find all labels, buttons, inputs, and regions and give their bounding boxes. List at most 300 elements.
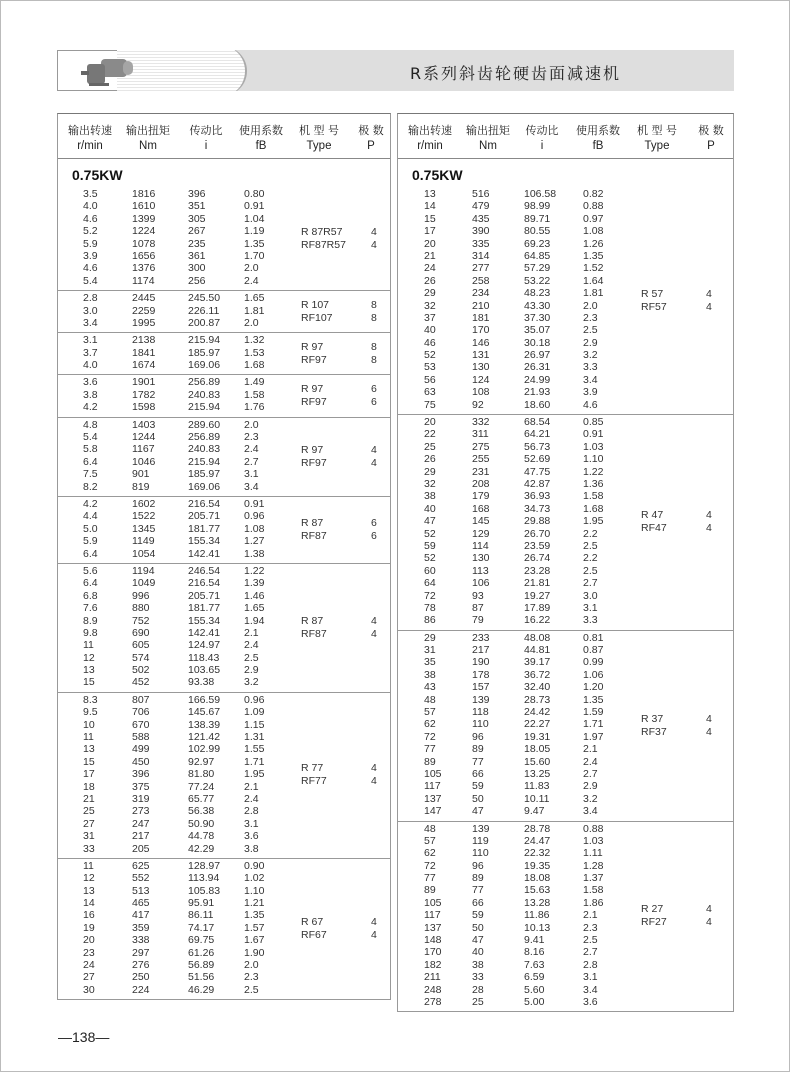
pole-count: 4: [706, 903, 712, 916]
ratio-cell: 26.70: [524, 527, 551, 540]
ratio-cell: 10.11: [524, 792, 550, 805]
torque-cell: 139: [472, 693, 490, 706]
speed-cell: 137: [424, 792, 442, 805]
table-row: [58, 213, 390, 225]
torque-cell: 574: [132, 651, 150, 664]
ratio-cell: 68.54: [524, 416, 551, 429]
ratio-cell: 15.60: [524, 755, 551, 768]
power-heading: 0.75KW: [412, 167, 463, 183]
speed-cell: 14: [83, 897, 95, 910]
model-type: RF67: [301, 929, 327, 942]
table-row: [58, 719, 390, 731]
table-row: [398, 441, 733, 453]
speed-cell: 29: [424, 465, 436, 478]
speed-cell: 38: [424, 668, 436, 681]
ratio-cell: 28.78: [524, 822, 551, 835]
speed-cell: 75: [424, 398, 436, 411]
model-type: RF97: [301, 353, 327, 366]
torque-cell: 1782: [132, 388, 156, 401]
table-row: [58, 565, 390, 577]
table-row: [398, 478, 733, 490]
torque-cell: 38: [472, 958, 484, 971]
torque-cell: 588: [132, 731, 150, 744]
service-factor-cell: 0.97: [583, 212, 604, 225]
ratio-cell: 5.60: [524, 983, 545, 996]
table-row: [58, 577, 390, 589]
ratio-cell: 86.11: [188, 909, 214, 922]
speed-cell: 2.8: [83, 292, 98, 305]
ratio-cell: 142.41: [188, 547, 221, 560]
service-factor-cell: 1.68: [244, 359, 265, 372]
torque-cell: 1403: [132, 418, 156, 431]
ratio-cell: 65.77: [188, 792, 215, 805]
service-factor-cell: 1.58: [583, 490, 604, 503]
speed-cell: 3.6: [83, 376, 98, 389]
service-factor-cell: 3.2: [583, 349, 598, 362]
type-line: [58, 628, 390, 641]
speed-cell: 64: [424, 577, 436, 590]
speed-cell: 5.2: [83, 225, 98, 238]
col-unit-torque: Nm: [139, 140, 157, 152]
ratio-cell: 185.97: [188, 468, 221, 481]
pole-count: 4: [706, 725, 712, 738]
speed-cell: 8.2: [83, 480, 98, 493]
torque-cell: 819: [132, 480, 150, 493]
service-factor-cell: 3.0: [583, 589, 598, 602]
torque-cell: 231: [472, 465, 490, 478]
table-row: [398, 946, 733, 958]
speed-cell: 13: [83, 743, 95, 756]
speed-cell: 3.5: [83, 188, 98, 200]
speed-cell: 31: [83, 830, 95, 843]
speed-cell: 52: [424, 527, 436, 540]
ratio-cell: 52.69: [524, 453, 551, 466]
table-row: [58, 843, 390, 855]
speed-cell: 5.8: [83, 443, 98, 456]
speed-cell: 89: [424, 755, 436, 768]
torque-cell: 157: [472, 681, 490, 694]
torque-cell: 452: [132, 676, 150, 689]
table-row: [58, 885, 390, 897]
ratio-cell: 215.94: [188, 455, 221, 468]
torque-cell: 752: [132, 614, 150, 627]
service-factor-cell: 3.4: [244, 480, 259, 493]
torque-cell: 1602: [132, 497, 156, 510]
speed-cell: 182: [424, 958, 442, 971]
service-factor-cell: 1.10: [244, 884, 265, 897]
ratio-cell: 15.63: [524, 884, 551, 897]
torque-cell: 118: [472, 706, 489, 719]
ratio-cell: 35.07: [524, 324, 551, 337]
table-row: [58, 805, 390, 817]
table-header: [58, 114, 390, 159]
table-row: [398, 337, 733, 349]
speed-cell: 26: [424, 453, 436, 466]
service-factor-cell: 1.46: [244, 589, 265, 602]
pole-count: 4: [371, 456, 377, 469]
col-unit-ratio: i: [204, 140, 208, 152]
col-header-torque: 输出扭矩: [126, 124, 170, 137]
table-row: [398, 847, 733, 859]
pole-count: 8: [371, 340, 377, 353]
ratio-cell: 57.29: [524, 262, 551, 275]
speed-cell: 5.0: [83, 522, 98, 535]
service-factor-cell: 0.80: [244, 188, 265, 200]
ratio-cell: 11.86: [524, 909, 550, 922]
speed-cell: 47: [424, 515, 436, 528]
torque-cell: 502: [132, 664, 150, 677]
speed-cell: 13: [83, 664, 95, 677]
col-unit-speed: r/min: [77, 140, 103, 152]
torque-cell: 297: [132, 946, 150, 959]
torque-cell: 217: [132, 830, 150, 843]
table-row: [398, 213, 733, 225]
speed-cell: 59: [424, 539, 436, 552]
service-factor-cell: 3.3: [583, 361, 598, 374]
table-row: [398, 386, 733, 398]
torque-cell: 66: [472, 767, 484, 780]
torque-cell: 87: [472, 601, 484, 614]
service-factor-cell: 1.53: [244, 346, 265, 359]
model-group: [58, 187, 390, 291]
torque-cell: 332: [472, 416, 490, 429]
torque-cell: 465: [132, 897, 150, 910]
service-factor-cell: 0.90: [244, 859, 265, 872]
service-factor-cell: 2.9: [583, 336, 598, 349]
ratio-cell: 26.97: [524, 349, 551, 362]
ratio-cell: 256.89: [188, 376, 221, 389]
pole-count: 4: [371, 775, 377, 788]
torque-cell: 113: [472, 564, 489, 577]
table-row: [58, 959, 390, 971]
torque-cell: 234: [472, 287, 490, 300]
service-factor-cell: 1.22: [583, 465, 604, 478]
type-line: [58, 530, 390, 543]
service-factor-cell: 0.91: [244, 497, 265, 510]
ratio-cell: 181.77: [188, 602, 221, 615]
speed-cell: 32: [424, 299, 436, 312]
ratio-cell: 235: [188, 237, 206, 250]
table-row: [398, 644, 733, 656]
service-factor-cell: 2.3: [583, 921, 598, 934]
ratio-cell: 81.80: [188, 768, 215, 781]
torque-cell: 179: [472, 490, 490, 503]
torque-cell: 605: [132, 639, 150, 652]
pole-count: 8: [371, 353, 377, 366]
ratio-cell: 155.34: [188, 535, 221, 548]
col-unit-poles: P: [367, 140, 375, 152]
ratio-cell: 42.29: [188, 842, 215, 855]
speed-cell: 4.8: [83, 418, 98, 431]
torque-cell: 375: [132, 780, 150, 793]
torque-cell: 1049: [132, 577, 156, 590]
speed-cell: 18: [83, 780, 95, 793]
speed-cell: 11: [83, 731, 94, 744]
torque-cell: 224: [132, 983, 150, 996]
torque-cell: 1167: [132, 443, 155, 456]
service-factor-cell: 0.85: [583, 416, 604, 429]
service-factor-cell: 1.15: [244, 718, 265, 731]
ratio-cell: 37.30: [524, 311, 551, 324]
torque-cell: 516: [472, 188, 490, 200]
torque-cell: 40: [472, 946, 484, 959]
col-unit-poles: P: [707, 140, 715, 152]
type-line: [58, 383, 390, 396]
ratio-cell: 13.25: [524, 767, 551, 780]
model-type-cell: [398, 288, 733, 314]
ratio-cell: 205.71: [188, 510, 221, 523]
ratio-cell: 105.83: [188, 884, 221, 897]
service-factor-cell: 1.68: [583, 502, 604, 515]
torque-cell: 33: [472, 971, 484, 984]
service-factor-cell: 2.2: [583, 527, 598, 540]
speed-cell: 5.4: [83, 431, 98, 444]
speed-cell: 11: [83, 639, 94, 652]
service-factor-cell: 1.35: [583, 249, 604, 262]
speed-cell: 46: [424, 336, 436, 349]
ratio-cell: 21.93: [524, 386, 551, 399]
torque-cell: 130: [472, 552, 490, 565]
gear-reducer-icon: [79, 56, 139, 88]
service-factor-cell: 1.03: [583, 834, 604, 847]
type-line: [398, 916, 733, 929]
torque-cell: 96: [472, 730, 484, 743]
type-line: [398, 903, 733, 916]
table-row: [58, 743, 390, 755]
pole-count: 4: [371, 916, 377, 929]
type-line: [398, 509, 733, 522]
speed-cell: 5.9: [83, 535, 98, 548]
torque-cell: 28: [472, 983, 484, 996]
speed-cell: 10: [83, 718, 95, 731]
ratio-cell: 48.08: [524, 631, 551, 644]
torque-cell: 311: [472, 428, 489, 441]
table-row: [398, 872, 733, 884]
table-row: [398, 823, 733, 835]
speed-cell: 117: [424, 909, 441, 922]
service-factor-cell: 1.20: [583, 681, 604, 694]
service-factor-cell: 2.5: [244, 651, 259, 664]
service-factor-cell: 2.1: [583, 909, 598, 922]
service-factor-cell: 2.3: [244, 431, 259, 444]
speed-cell: 19: [83, 921, 95, 934]
table-row: [58, 947, 390, 959]
model-type: R 97: [301, 383, 324, 396]
service-factor-cell: 1.21: [244, 897, 265, 910]
ratio-cell: 53.22: [524, 274, 551, 287]
ratio-cell: 80.55: [524, 225, 551, 238]
ratio-cell: 181.77: [188, 522, 221, 535]
col-unit-service-factor: fB: [592, 140, 604, 152]
ratio-cell: 256.89: [188, 431, 221, 444]
ratio-cell: 36.72: [524, 668, 551, 681]
ratio-cell: 19.35: [524, 859, 551, 872]
torque-cell: 390: [472, 225, 490, 238]
model-type-cell: [398, 713, 733, 739]
table-row: [398, 250, 733, 262]
table-row: [398, 416, 733, 428]
torque-cell: 706: [132, 706, 150, 719]
service-factor-cell: 1.97: [583, 730, 604, 743]
speed-cell: 32: [424, 477, 436, 490]
speed-cell: 4.2: [83, 497, 98, 510]
torque-cell: 130: [472, 361, 490, 374]
service-factor-cell: 3.8: [244, 842, 259, 855]
ratio-cell: 13.28: [524, 896, 551, 909]
header-banner: [57, 50, 734, 91]
service-factor-cell: 1.37: [583, 872, 604, 885]
model-type: R 27: [641, 903, 664, 916]
model-type-cell: [58, 762, 390, 788]
type-line: [58, 775, 390, 788]
torque-cell: 996: [132, 589, 150, 602]
speed-cell: 89: [424, 884, 436, 897]
ratio-cell: 300: [188, 262, 206, 275]
service-factor-cell: 3.1: [583, 601, 598, 614]
torque-cell: 1078: [132, 237, 156, 250]
torque-cell: 277: [472, 262, 490, 275]
service-factor-cell: 1.35: [244, 237, 265, 250]
table-row: [58, 652, 390, 664]
service-factor-cell: 1.81: [583, 287, 604, 300]
speed-cell: 86: [424, 614, 436, 627]
service-factor-cell: 3.4: [583, 983, 598, 996]
service-factor-cell: 3.6: [583, 996, 598, 1008]
torque-cell: 1174: [132, 274, 155, 287]
model-type: R 67: [301, 916, 324, 929]
speed-cell: 72: [424, 730, 436, 743]
torque-cell: 450: [132, 755, 150, 768]
torque-cell: 106: [472, 577, 490, 590]
service-factor-cell: 1.36: [583, 477, 604, 490]
speed-cell: 29: [424, 287, 436, 300]
table-row: [398, 756, 733, 768]
speed-cell: 20: [424, 237, 436, 250]
torque-cell: 89: [472, 872, 484, 885]
power-heading: 0.75KW: [72, 167, 123, 183]
ratio-cell: 113.94: [188, 872, 220, 885]
table-row: [398, 934, 733, 946]
service-factor-cell: 1.95: [583, 515, 604, 528]
table-row: [58, 694, 390, 706]
left-rating-table: [57, 113, 391, 1000]
pole-count: 4: [371, 614, 377, 627]
speed-cell: 63: [424, 386, 436, 399]
col-unit-speed: r/min: [417, 140, 443, 152]
torque-cell: 190: [472, 656, 490, 669]
speed-cell: 27: [83, 971, 95, 984]
service-factor-cell: 1.31: [244, 731, 265, 744]
torque-cell: 108: [472, 386, 490, 399]
service-factor-cell: 0.91: [583, 428, 604, 441]
pole-count: 4: [706, 916, 712, 929]
table-row: [398, 453, 733, 465]
ratio-cell: 64.85: [524, 249, 551, 262]
pole-count: 4: [371, 225, 377, 238]
speed-cell: 26: [424, 274, 436, 287]
ratio-cell: 240.83: [188, 443, 221, 456]
service-factor-cell: 1.38: [244, 547, 265, 560]
table-row: [398, 188, 733, 200]
torque-cell: 807: [132, 693, 150, 706]
service-factor-cell: 0.87: [583, 644, 604, 657]
torque-cell: 1816: [132, 188, 156, 200]
service-factor-cell: 1.81: [244, 304, 265, 317]
speed-cell: 3.9: [83, 249, 98, 262]
table-row: [58, 860, 390, 872]
ratio-cell: 98.99: [524, 200, 551, 213]
torque-cell: 146: [472, 336, 490, 349]
pole-count: 4: [371, 762, 377, 775]
ratio-cell: 46.29: [188, 983, 215, 996]
speed-cell: 278: [424, 996, 442, 1008]
model-group: [398, 415, 733, 631]
torque-cell: 1841: [132, 346, 156, 359]
col-header-torque: 输出扭矩: [466, 124, 510, 137]
ratio-cell: 26.74: [524, 552, 551, 565]
torque-cell: 59: [472, 909, 484, 922]
type-line: [58, 444, 390, 457]
service-factor-cell: 0.81: [583, 631, 604, 644]
model-type-cell: [58, 383, 390, 409]
speed-cell: 13: [83, 884, 95, 897]
speed-cell: 7.5: [83, 468, 98, 481]
speed-cell: 6.4: [83, 577, 98, 590]
ratio-cell: 30.18: [524, 336, 551, 349]
service-factor-cell: 1.39: [244, 577, 265, 590]
speed-cell: 3.8: [83, 388, 98, 401]
torque-cell: 181: [472, 311, 490, 324]
service-factor-cell: 0.99: [583, 656, 604, 669]
speed-cell: 7.6: [83, 602, 98, 615]
service-factor-cell: 1.35: [244, 909, 265, 922]
pole-count: 4: [371, 627, 377, 640]
model-type: RF97: [301, 396, 327, 409]
table-row: [58, 468, 390, 480]
speed-cell: 24: [424, 262, 436, 275]
service-factor-cell: 1.32: [244, 334, 265, 347]
model-type: RF57: [641, 300, 667, 313]
speed-cell: 137: [424, 921, 442, 934]
ratio-cell: 51.56: [188, 971, 215, 984]
ratio-cell: 89.71: [524, 212, 551, 225]
table-row: [58, 818, 390, 830]
service-factor-cell: 2.0: [244, 262, 259, 275]
pole-count: 8: [371, 298, 377, 311]
table-row: [58, 275, 390, 287]
ratio-cell: 22.32: [524, 847, 551, 860]
ratio-cell: 18.60: [524, 398, 551, 411]
pole-count: 6: [371, 383, 377, 396]
model-type-cell: [58, 615, 390, 641]
service-factor-cell: 1.67: [244, 934, 265, 947]
torque-cell: 25: [472, 996, 484, 1008]
speed-cell: 23: [83, 946, 95, 959]
ratio-cell: 124.97: [188, 639, 221, 652]
torque-cell: 79: [472, 614, 484, 627]
torque-cell: 901: [132, 468, 150, 481]
model-type: RF37: [641, 725, 667, 738]
ratio-cell: 93.38: [188, 676, 215, 689]
model-type: R 77: [301, 762, 324, 775]
col-unit-ratio: i: [540, 140, 544, 152]
service-factor-cell: 1.08: [583, 225, 604, 238]
type-line: [398, 288, 733, 301]
ratio-cell: 44.81: [524, 644, 551, 657]
table-row: [58, 872, 390, 884]
ratio-cell: 21.81: [524, 577, 551, 590]
service-factor-cell: 2.1: [244, 780, 259, 793]
